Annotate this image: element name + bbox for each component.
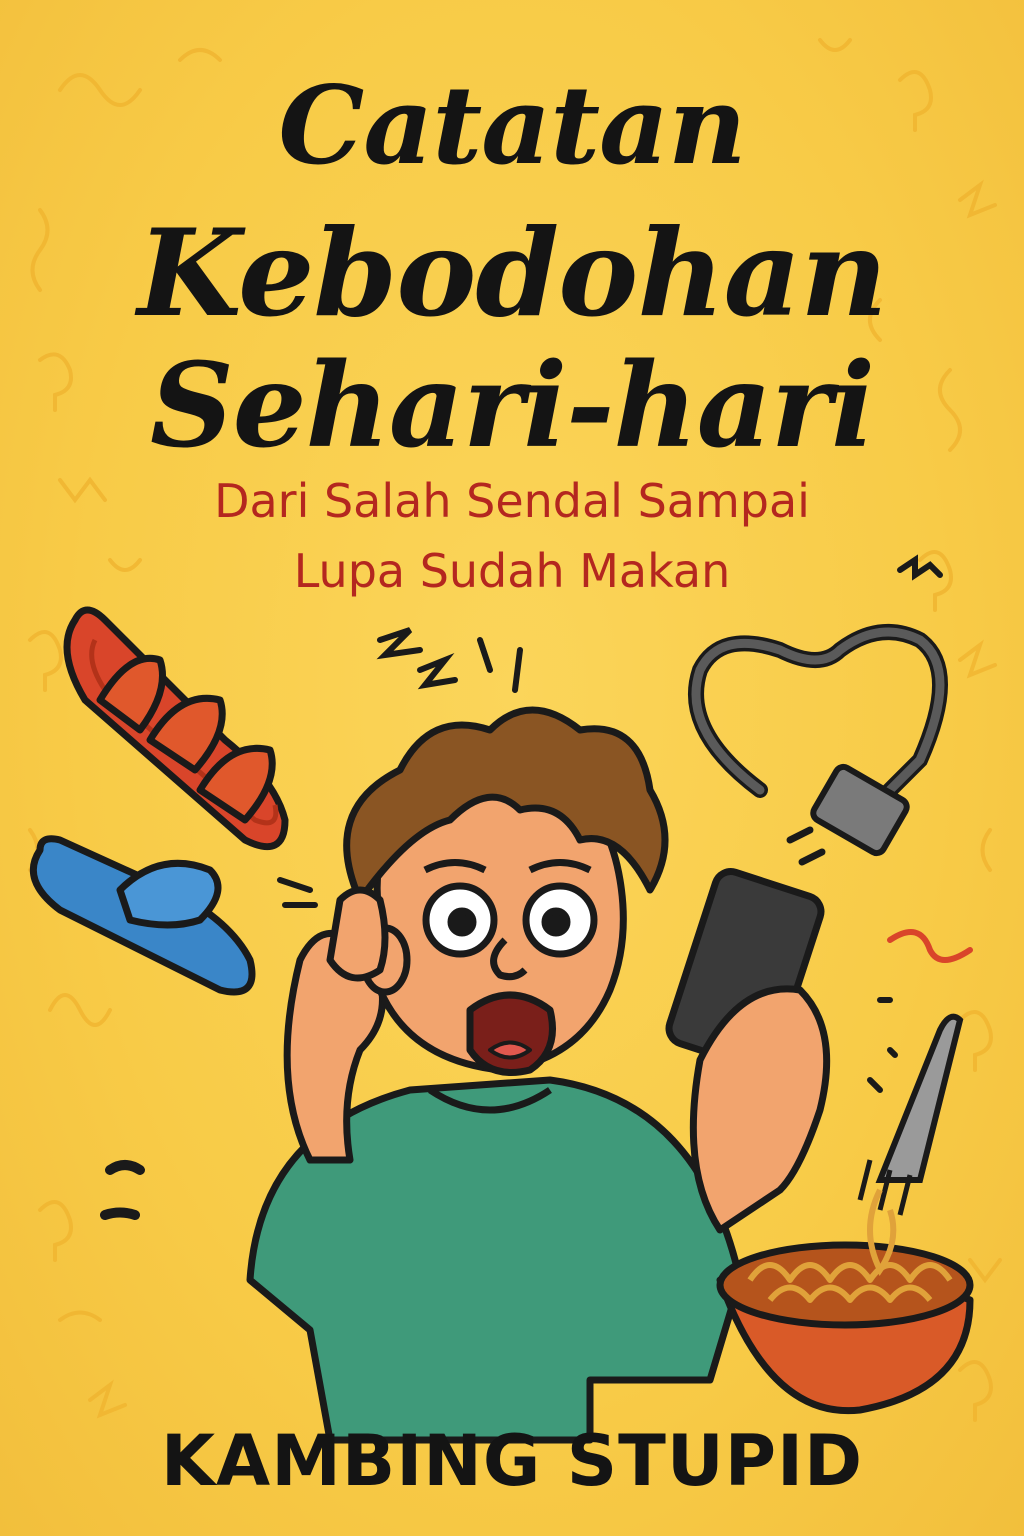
noodle-bowl-icon <box>720 1245 970 1411</box>
red-sandal-icon <box>67 610 285 847</box>
charger-cable-icon <box>696 632 940 862</box>
subtitle-line-1: Dari Salah Sendal Sampai <box>214 474 810 528</box>
author-name: KAMBING STUPID <box>160 1420 864 1502</box>
blue-sandal-icon <box>33 839 252 992</box>
subtitle-line-2: Lupa Sudah Makan <box>293 544 731 598</box>
title-line-1: Catatan <box>278 63 746 189</box>
title-line-2: Kebodohan <box>137 203 887 344</box>
fork-icon <box>860 1017 960 1270</box>
title-line-3: Sehari-hari <box>149 338 875 474</box>
